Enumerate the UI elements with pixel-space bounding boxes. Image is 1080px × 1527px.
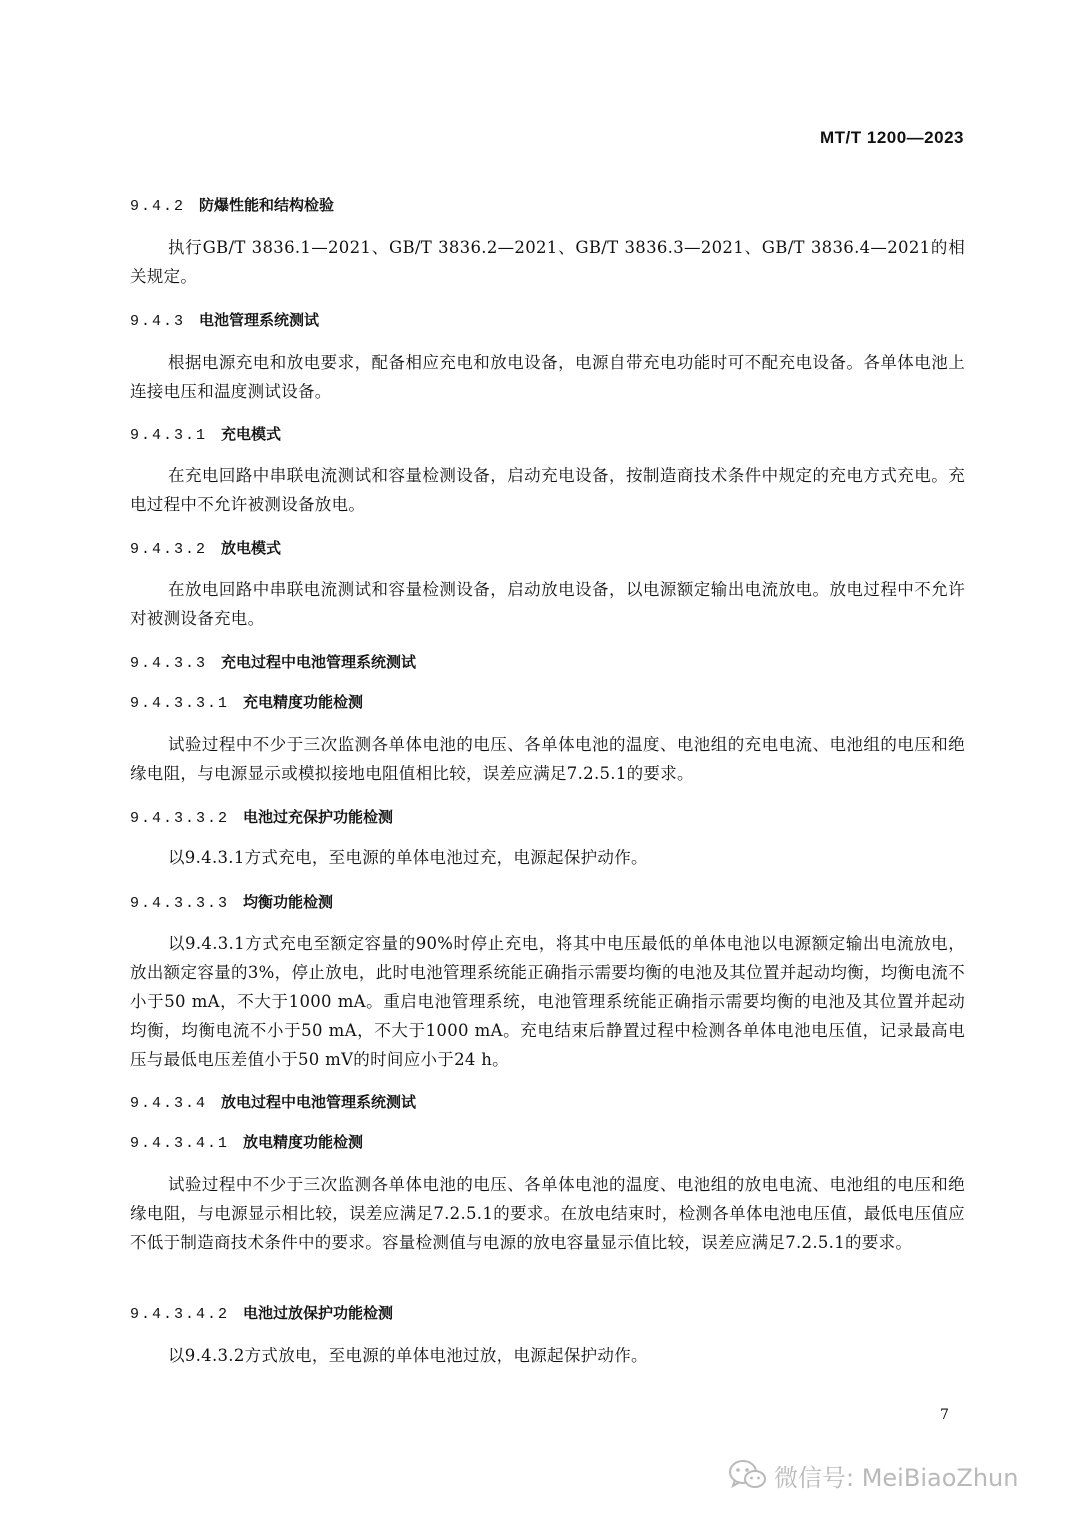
paragraph: 在充电回路中串联电流测试和容量检测设备，启动充电设备，按制造商技术条件中规定的充电方式充电。充电过程中不允许被测设备放电。 — [130, 466, 965, 514]
section-title: 防爆性能和结构检验 — [199, 196, 335, 214]
section-heading — [130, 892, 333, 914]
page-number: 7 — [940, 1407, 949, 1423]
paragraph: 试验过程中不少于三次监测各单体电池的电压、各单体电池的温度、电池组的充电电流、电池组的电压和绝缘电阻，与电源显示或模拟接地电阻值相比较，误差应满足7.2.5.1的要求。 — [130, 735, 965, 783]
section-number: 9.4.3.4.1 — [130, 1135, 230, 1152]
section-title: 放电精度功能检测 — [243, 1133, 364, 1151]
paragraph: 执行GB/T 3836.1—2021、GB/T 3836.2—2021、GB/T 3836.3—2021、GB/T 3836.4—2021的相关规定。 — [130, 238, 965, 286]
watermark-text: 微信号: MeiBiaoZhun — [774, 1463, 1019, 1492]
section-title: 电池过充保护功能检测 — [243, 808, 394, 826]
section-title: 电池过放保护功能检测 — [243, 1304, 394, 1322]
section-title: 充电过程中电池管理系统测试 — [221, 653, 417, 671]
paragraph: 以9.4.3.1方式充电，至电源的单体电池过充，电源起保护动作。 — [168, 848, 648, 867]
section-title: 均衡功能检测 — [243, 893, 334, 911]
section-heading — [130, 1132, 363, 1154]
paragraph: 试验过程中不少于三次监测各单体电池的电压、各单体电池的温度、电池组的放电电流、电池组的电压和绝缘电阻，与电源显示相比较，误差应满足7.2.5.1的要求。在放电结束时，检测各单体电池电压值，最低电压值应不低于制造商技术条件中的要求。容量检测值与电源的放电容量显示值比较，误差应满足7.2.5.1的要求。 — [130, 1175, 965, 1252]
section-heading — [130, 1092, 416, 1114]
section-title: 放电模式 — [221, 539, 282, 557]
section-heading — [130, 807, 393, 829]
section-number: 9.4.3.3.2 — [130, 810, 230, 827]
section-number: 9.4.3.1 — [130, 427, 208, 444]
section-heading — [130, 538, 281, 560]
paragraph: 以9.4.3.2方式放电，至电源的单体电池过放，电源起保护动作。 — [168, 1346, 648, 1365]
section-heading — [130, 195, 334, 217]
section-heading — [130, 424, 281, 446]
paragraph: 以9.4.3.1方式充电至额定容量的90%时停止充电，将其中电压最低的单体电池以电源额定输出电流放电，放出额定容量的3%，停止放电，此时电池管理系统能正确指示需要均衡的电池及其位置并起动均衡，均衡电流不小于50 mA，不大于1000 mA。重启电池管理系统，电池管理系统能正确指示需要均衡的电池及其位置并起动均衡，均衡电流不小于50 mA，不大于1000 mA。充电结束后静置过程中检测各单体电池电压值，记录最高电压与最低电压差值小于50 mV的时间应小于24 h。 — [130, 934, 965, 1069]
section-number: 9.4.3 — [130, 313, 186, 330]
section-number: 9.4.3.3 — [130, 655, 208, 672]
section-heading — [130, 652, 416, 674]
section-title: 充电模式 — [221, 425, 282, 443]
section-number: 9.4.3.4 — [130, 1095, 208, 1112]
paragraph: 在放电回路中串联电流测试和容量检测设备，启动放电设备，以电源额定输出电流放电。放电过程中不允许对被测设备充电。 — [130, 580, 965, 628]
paragraph: 根据电源充电和放电要求，配备相应充电和放电设备，电源自带充电功能时可不配充电设备。各单体电池上连接电压和温度测试设备。 — [130, 353, 965, 401]
watermark — [728, 1455, 1018, 1495]
section-number: 9.4.2 — [130, 198, 186, 215]
section-title: 电池管理系统测试 — [199, 311, 320, 329]
section-number: 9.4.3.3.3 — [130, 895, 230, 912]
section-number: 9.4.3.2 — [130, 541, 208, 558]
section-number: 9.4.3.4.2 — [130, 1306, 230, 1323]
section-heading — [130, 692, 363, 714]
section-heading — [130, 1303, 393, 1325]
section-heading — [130, 310, 319, 332]
section-number: 9.4.3.3.1 — [130, 695, 230, 712]
standard-code: MT/T 1200—2023 — [819, 128, 964, 147]
wechat-icon — [728, 1458, 768, 1492]
section-title: 放电过程中电池管理系统测试 — [221, 1093, 417, 1111]
section-title: 充电精度功能检测 — [243, 693, 364, 711]
